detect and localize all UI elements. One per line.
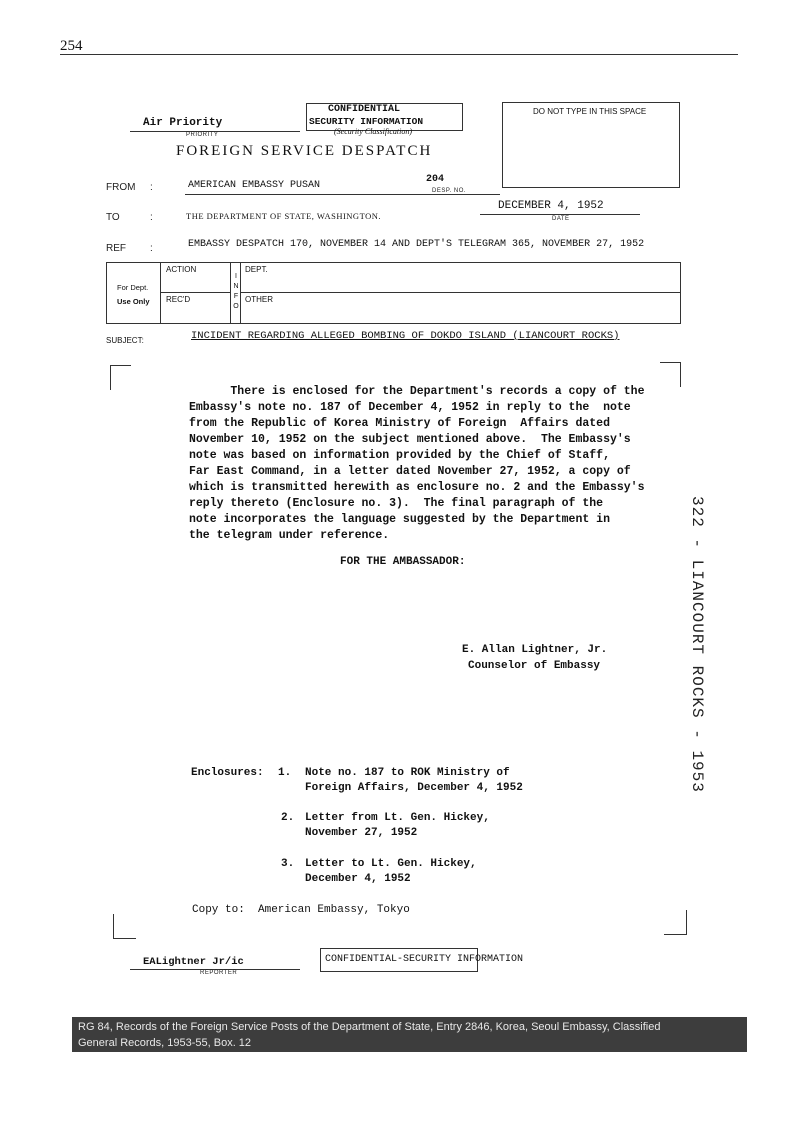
classification-label: (Security Classification): [334, 127, 412, 136]
routing-action: ACTION: [166, 265, 197, 274]
routing-info: I N F O: [233, 273, 239, 310]
classification-value-1: CONFIDENTIAL: [328, 104, 401, 115]
body-line: Far East Command, in a letter dated November 27, 1952, a copy of: [189, 465, 631, 478]
bracket-top-left: [110, 365, 131, 390]
from-value: AMERICAN EMBASSY PUSAN: [188, 180, 321, 191]
routing-for-dept: For Dept.: [117, 283, 149, 292]
routing-divider-2: [230, 262, 231, 323]
routing-dept: DEPT.: [245, 265, 268, 274]
source-banner: [72, 1017, 747, 1052]
to-value: THE DEPARTMENT OF STATE, WASHINGTON.: [186, 211, 382, 221]
enclosure-num: 3.: [281, 858, 295, 870]
ref-colon: :: [150, 243, 153, 254]
date-rule: [480, 214, 640, 215]
ref-label: REF: [106, 243, 126, 254]
subject-label: SUBJECT:: [106, 336, 144, 345]
signer-title: Counselor of Embassy: [468, 660, 601, 672]
body-line: November 10, 1952 on the subject mentioned above. The Embassy's: [189, 433, 631, 446]
source-line-2: General Records, 1953-55, Box. 12: [78, 1037, 252, 1049]
enclosure-line2: December 4, 1952: [305, 873, 411, 885]
date-value: DECEMBER 4, 1952: [498, 200, 604, 212]
desp-no-value: 204: [426, 174, 445, 185]
to-colon: :: [150, 212, 153, 223]
from-colon: :: [150, 182, 153, 193]
top-rule: [60, 54, 738, 55]
bracket-top-right: [660, 362, 681, 387]
routing-other: OTHER: [245, 295, 273, 304]
subject-value: INCIDENT REGARDING ALLEGED BOMBING OF DOKDO ISLAND (LIANCOURT ROCKS): [191, 330, 620, 342]
desp-no-label: DESP. NO.: [432, 188, 467, 194]
enclosure-line1: Note no. 187 to ROK Ministry of: [305, 767, 510, 779]
enclosure-num: 2.: [281, 812, 295, 824]
signer-name: E. Allan Lightner, Jr.: [462, 644, 608, 656]
do-not-type-label: DO NOT TYPE IN THIS SPACE: [533, 107, 647, 116]
priority-label: PRIORITY: [186, 132, 219, 138]
source-line-1: RG 84, Records of the Foreign Service Posts of the Department of State, Entry 2846, Korea, Seoul Embassy, Classified: [78, 1021, 661, 1033]
routing-use-only: Use Only: [117, 297, 150, 306]
body-line: which is transmitted herewith as enclosure no. 2 and the Embassy's: [189, 481, 645, 494]
ref-value: EMBASSY DESPATCH 170, NOVEMBER 14 AND DEPT'S TELEGRAM 365, NOVEMBER 27, 1952: [188, 239, 645, 250]
body-line: reply thereto (Enclosure no. 3). The final paragraph of the: [189, 497, 604, 510]
reporter-value: EALightner Jr/ic: [143, 956, 244, 968]
copy-to-label: Copy to:: [192, 904, 245, 916]
copy-to-value: American Embassy, Tokyo: [258, 904, 410, 916]
page-number: 254: [60, 38, 83, 54]
enclosure-line2: Foreign Affairs, December 4, 1952: [305, 782, 523, 794]
classification-value-2: SECURITY INFORMATION: [309, 116, 424, 127]
enclosures-label: Enclosures:: [191, 767, 264, 779]
enclosure-line2: November 27, 1952: [305, 827, 418, 839]
routing-mid-rule-right: [240, 292, 680, 293]
body-line: note was based on information provided by the Chief of Staff,: [189, 449, 610, 462]
form-title: FOREIGN SERVICE DESPATCH: [176, 143, 433, 159]
to-label: TO: [106, 212, 120, 223]
bracket-bottom-left: [113, 914, 136, 939]
closing: FOR THE AMBASSADOR:: [340, 556, 466, 568]
body-line: Embassy's note no. 187 of December 4, 1952 in reply to the note: [189, 401, 631, 414]
body-paragraph: [189, 384, 644, 544]
priority-value: Air Priority: [143, 117, 223, 129]
bracket-bottom-right: [664, 910, 687, 935]
body-line: note incorporates the language suggested by the Department in: [189, 513, 610, 526]
side-note: 322 - LIANCOURT ROCKS - 1953: [688, 496, 706, 793]
routing-mid-rule-left: [160, 292, 230, 293]
enclosure-num: 1.: [278, 767, 292, 779]
body-line: the telegram under reference.: [189, 529, 390, 542]
from-label: FROM: [106, 182, 136, 193]
from-rule: [185, 194, 500, 195]
footer-classification: CONFIDENTIAL-SECURITY INFORMATION: [325, 954, 524, 965]
date-label: DATE: [552, 216, 570, 222]
reporter-label: REPORTER: [200, 970, 238, 976]
routing-recd: REC'D: [166, 295, 191, 304]
enclosure-line1: Letter to Lt. Gen. Hickey,: [305, 858, 477, 870]
enclosure-line1: Letter from Lt. Gen. Hickey,: [305, 812, 490, 824]
body-line: from the Republic of Korea Ministry of Foreign Affairs dated: [189, 417, 610, 430]
body-line: There is enclosed for the Department's records a copy of the: [189, 385, 645, 398]
